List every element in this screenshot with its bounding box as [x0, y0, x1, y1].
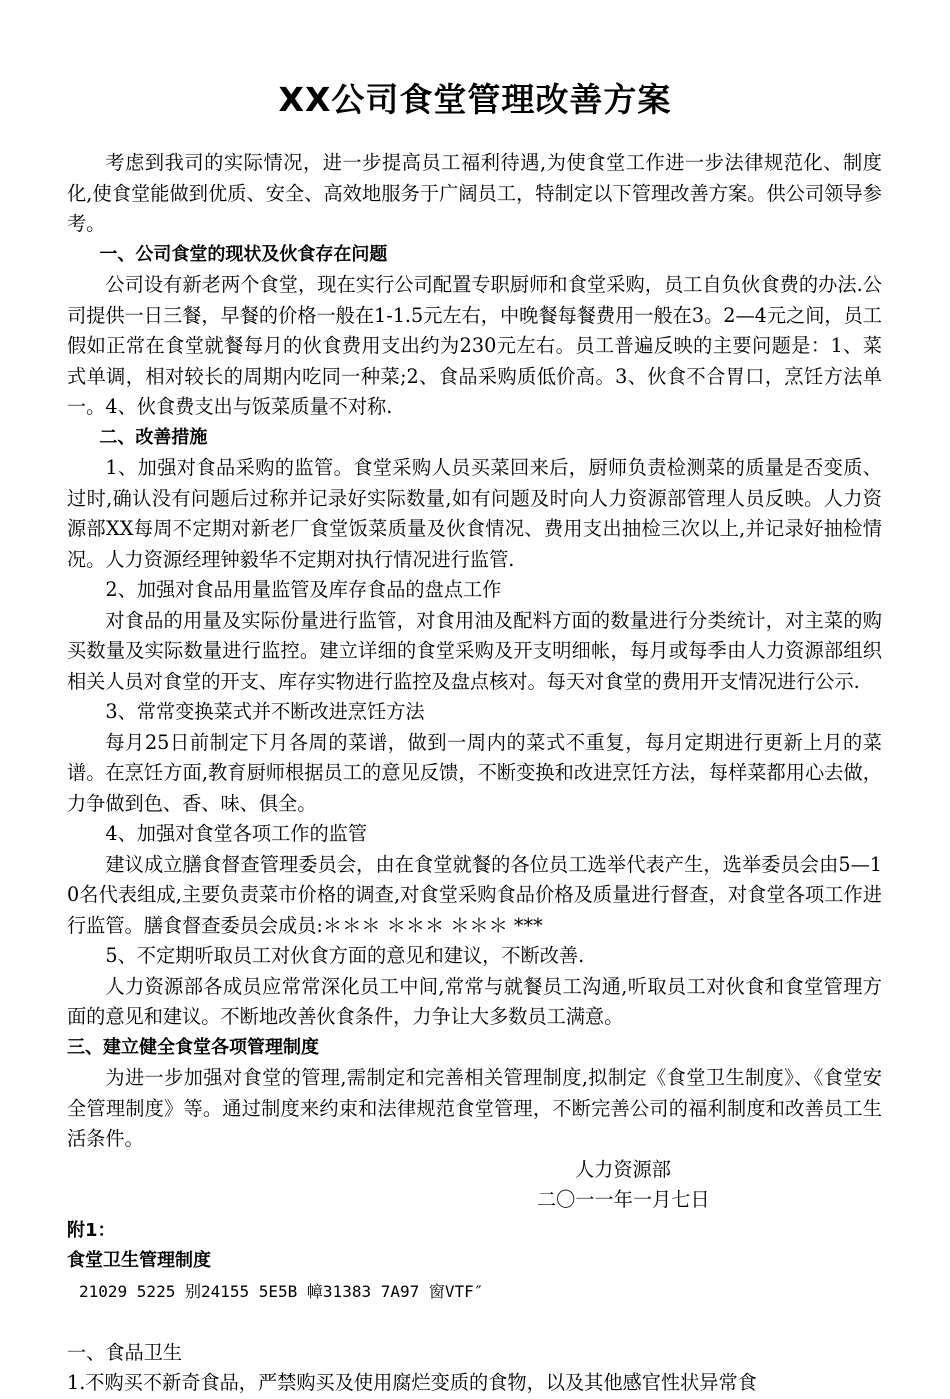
section-2-heading: 二、改善措施	[99, 426, 208, 448]
hygiene-heading: 一、食品卫生	[67, 1340, 183, 1364]
section-1-heading: 一、公司食堂的现状及伙食存在问题	[99, 243, 388, 265]
signature-department: 人力资源部	[575, 1157, 671, 1181]
measure-1-paragraph: 1、加强对食品采购的监管。食堂采购人员买菜回来后，厨师负责检测菜的质量是否变质、过时,确认没有问题后过称并记录好实际数量,如有问题及时向人力资源部管理人员反映。人力资源部XX每周不定期对新老厂食堂饭菜质量及伙食情况、费用支出抽检三次以上,并记录好抽检情况。人力资源经理钟毅华不定期对执行情况进行监管.	[67, 456, 882, 571]
measure-5-paragraph: 人力资源部各成员应常常深化员工中间,常常与就餐员工沟通,听取员工对伙食和食堂管理方面的意见和建议。不断地改善伙食条件，力争让大多数员工满意。	[67, 974, 882, 1028]
measure-2-paragraph: 对食品的用量及实际份量进行监管，对食用油及配料方面的数量进行分类统计，对主菜的购买数量及实际数量进行监控。建立详细的食堂采购及开支明细帐，每月或每季由人力资源部组织相关人员对食堂的开支、库存实物进行监控及盘点核对。每天对食堂的费用开支情况进行公示.	[67, 608, 882, 693]
section-3-heading: 三、建立健全食堂各项管理制度	[67, 1036, 319, 1058]
section-1-paragraph: 公司设有新老两个食堂，现在实行公司配置专职厨师和食堂采购，员工自负伙食费的办法.公司提供一日三餐，早餐的价格一般在1-1.5元左右，中晚餐每餐费用一般在3。2—4元之间，员工假如正常在食堂就餐每月的伙食费用支出约为230元左右。员工普遍反映的主要问题是：1、菜式单调，相对较长的周期内吃同一种菜;2、食品采购质低价高。3、伙食不合胃口，烹饪方法单一。4、伙食费支出与饭菜质量不对称.	[67, 273, 882, 418]
blank-line	[67, 1307, 882, 1338]
appendix-title: 食堂卫生管理制度	[67, 1250, 211, 1271]
measure-4-paragraph: 建议成立膳食督查管理委员会，由在食堂就餐的各位员工选举代表产生，选举委员会由5—10名代表组成,主要负责菜市价格的调查,对食堂采购食品价格及质量进行督查，对食堂各项工作进行监管。膳食督查委员会成员:＊＊＊ ＊＊＊ ＊＊＊ ***	[67, 852, 882, 937]
measure-3-paragraph: 每月25日前制定下月各周的菜谱，做到一周内的菜式不重复，每月定期进行更新上月的菜谱。在烹饪方面,教育厨师根据员工的意见反馈，不断变换和改进烹饪方法，每样菜都用心去做，力争做到色、香、味、俱全。	[67, 730, 882, 815]
section-3-paragraph: 为进一步加强对食堂的管理,需制定和完善相关管理制度,拟制定《食堂卫生制度》、《食堂安全管理制度》等。通过制度来约束和法律规范食堂管理，不断完善公司的福利制度和改善员工生活条件。	[67, 1066, 882, 1150]
hygiene-item-1: 1.不购买不新奇食品，严禁购买及使用腐烂变质的食物，以及其他感官性状异常食	[67, 1371, 757, 1394]
signature-date: 二〇一一年一月七日	[537, 1188, 710, 1211]
document-body	[67, 148, 882, 1399]
measure-5-title: 5、不定期听取员工对伙食方面的意见和建议，不断改善.	[105, 944, 585, 967]
intro-paragraph: 考虑到我司的实际情况，进一步提高员工福利待遇,为使食堂工作进一步法律规范化、制度化,使食堂能做到优质、安全、高效地服务于广阔员工，特制定以下管理改善方案。供公司领导参考。	[67, 151, 882, 235]
measure-4-title: 4、加强对食堂各项工作的监管	[105, 822, 368, 845]
appendix-label: 附1：	[67, 1219, 116, 1241]
document-title: XX公司食堂管理改善方案	[278, 80, 672, 119]
measure-2-title: 2、加强对食品用量监管及库存食品的盘点工作	[105, 578, 502, 601]
measure-3-title: 3、常常变换菜式并不断改进烹饪方法	[105, 700, 425, 723]
garbled-code-line: 21029 5225 别24155 5E5B 幛31383 7A97 窗VTF″	[79, 1281, 484, 1301]
